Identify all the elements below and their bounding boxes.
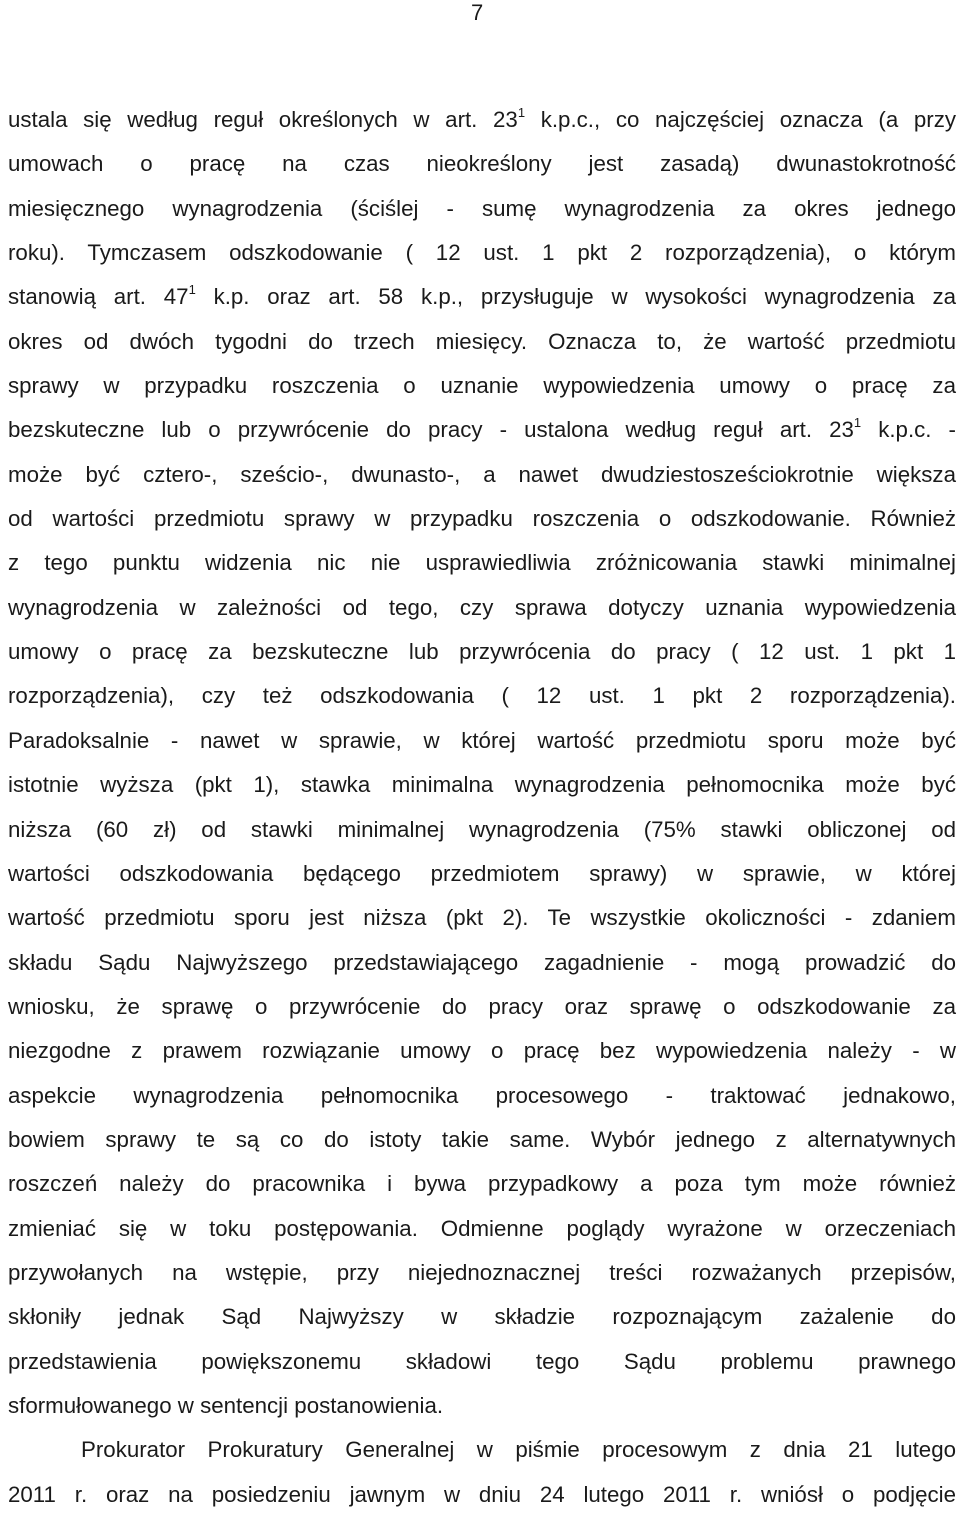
text-segment: umowach o pracę na czas nieokreślony jest zasadą) dwunastokrotność bbox=[8, 151, 956, 177]
text-segment: sformułowanego w sentencji postanowienia. bbox=[8, 1392, 444, 1418]
text-segment: istotnie wyższa (pkt 1), stawka minimalna wynagrodzenia pełnomocnika może być bbox=[8, 772, 956, 798]
text-segment: od wartości przedmiotu sprawy w przypadku roszczenia o odszkodowanie. Również bbox=[8, 506, 956, 532]
text-line bbox=[8, 98, 956, 142]
text-line bbox=[8, 586, 956, 630]
text-line bbox=[8, 1251, 956, 1295]
text-segment: miesięcznego wynagrodzenia (ściślej - sumę wynagrodzenia za okres jednego bbox=[8, 195, 956, 221]
text-segment: sprawy w przypadku roszczenia o uznanie wypowiedzenia umowy o pracę za bbox=[8, 373, 956, 399]
text-segment: niższa (60 zł) od stawki minimalnej wynagrodzenia (75% stawki obliczonej od bbox=[8, 816, 956, 842]
text-line bbox=[8, 275, 956, 319]
text-line bbox=[8, 1384, 956, 1428]
text-segment: stanowią art. 47 bbox=[8, 284, 189, 310]
text-line bbox=[8, 1295, 956, 1339]
text-line bbox=[8, 1029, 956, 1073]
text-line bbox=[8, 187, 956, 231]
superscript: 1 bbox=[853, 414, 862, 430]
text-segment: składu Sądu Najwyższego przedstawiającego zagadnienie - mogą prowadzić do bbox=[8, 949, 956, 975]
text-line bbox=[8, 1207, 956, 1251]
text-line bbox=[8, 1340, 956, 1384]
text-line bbox=[8, 719, 956, 763]
text-segment: zmieniać się w toku postępowania. Odmienne poglądy wyrażone w orzeczeniach bbox=[8, 1215, 956, 1241]
text-segment: przywołanych na wstępie, przy niejednoznacznej treści rozważanych przepisów, bbox=[8, 1259, 956, 1285]
text-line bbox=[8, 852, 956, 896]
text-line bbox=[8, 808, 956, 852]
text-segment: przedstawienia powiększonemu składowi tego Sądu problemu prawnego bbox=[8, 1348, 956, 1374]
text-segment: Paradoksalnie - nawet w sprawie, w której wartość przedmiotu sporu może być bbox=[8, 727, 956, 753]
text-segment: niezgodne z prawem rozwiązanie umowy o pracę bez wypowiedzenia należy - w bbox=[8, 1038, 956, 1064]
text-line bbox=[8, 1118, 956, 1162]
text-line bbox=[8, 364, 956, 408]
text-line bbox=[8, 674, 956, 718]
text-segment: Prokurator Prokuratury Generalnej w piśmie procesowym z dnia 21 lutego bbox=[81, 1437, 956, 1463]
text-segment: k.p.c., co najczęściej oznacza (a przy bbox=[525, 107, 956, 132]
text-line bbox=[8, 408, 956, 452]
text-segment: roszczeń należy do pracownika i bywa przypadkowy a poza tym może również bbox=[8, 1171, 956, 1197]
text-line bbox=[8, 1162, 956, 1206]
text-segment: wniosku, że sprawę o przywrócenie do pracy oraz sprawę o odszkodowanie za bbox=[8, 993, 956, 1019]
text-segment: aspekcie wynagrodzenia pełnomocnika procesowego - traktować jednakowo, bbox=[8, 1082, 956, 1108]
text-segment: roku). Tymczasem odszkodowanie ( 12 ust. 1 pkt 2 rozporządzenia), o którym bbox=[8, 240, 956, 266]
text-segment: k.p.c. - bbox=[861, 417, 956, 443]
text-line bbox=[8, 985, 956, 1029]
text-segment: ustala się według reguł określonych w art. 23 bbox=[8, 107, 518, 132]
text-line bbox=[8, 142, 956, 186]
text-segment: rozporządzenia), czy też odszkodowania ( 12 ust. 1 pkt 2 rozporządzenia). bbox=[8, 683, 956, 709]
text-line bbox=[8, 1074, 956, 1118]
text-segment: skłoniły jednak Sąd Najwyższy w składzie rozpoznającym zażalenie do bbox=[8, 1304, 956, 1330]
page-number: 7 bbox=[471, 0, 484, 25]
text-line bbox=[8, 320, 956, 364]
text-segment: wartości odszkodowania będącego przedmiotem sprawy) w sprawie, w której bbox=[8, 860, 956, 886]
paragraph bbox=[8, 1428, 956, 1517]
document-body bbox=[8, 98, 956, 1517]
text-segment: bowiem sprawy te są co do istoty takie same. Wybór jednego z alternatywnych bbox=[8, 1126, 956, 1152]
text-segment: k.p. oraz art. 58 k.p., przysługuje w wysokości wynagrodzenia za bbox=[195, 284, 956, 310]
text-line bbox=[8, 541, 956, 585]
text-line bbox=[8, 941, 956, 985]
text-segment: umowy o pracę za bezskuteczne lub przywrócenia do pracy ( 12 ust. 1 pkt 1 bbox=[8, 639, 956, 665]
text-line bbox=[8, 453, 956, 497]
text-line bbox=[8, 763, 956, 807]
text-segment: wartość przedmiotu sporu jest niższa (pkt 2). Te wszystkie okoliczności - zdaniem bbox=[8, 905, 956, 931]
text-segment: wynagrodzenia w zależności od tego, czy sprawa dotyczy uznania wypowiedzenia bbox=[8, 594, 956, 620]
text-segment: z tego punktu widzenia nic nie usprawiedliwia zróżnicowania stawki minimalnej bbox=[8, 550, 956, 576]
text-segment: może być cztero-, sześcio-, dwunasto-, a nawet dwudziestosześciokrotnie większa bbox=[8, 461, 956, 487]
paragraph bbox=[8, 98, 956, 1428]
text-segment: bezskuteczne lub o przywrócenie do pracy - ustalona według reguł art. 23 bbox=[8, 417, 854, 443]
text-line bbox=[8, 1473, 956, 1517]
text-line bbox=[8, 896, 956, 940]
text-segment: okres od dwóch tygodni do trzech miesięcy. Oznacza to, że wartość przedmiotu bbox=[8, 328, 956, 354]
text-line bbox=[8, 497, 956, 541]
text-segment: 2011 r. oraz na posiedzeniu jawnym w dniu 24 lutego 2011 r. wniósł o podjęcie bbox=[8, 1481, 956, 1507]
superscript: 1 bbox=[517, 104, 526, 120]
text-line bbox=[8, 231, 956, 275]
superscript: 1 bbox=[188, 281, 196, 297]
text-line bbox=[8, 1428, 956, 1472]
text-line bbox=[8, 630, 956, 674]
